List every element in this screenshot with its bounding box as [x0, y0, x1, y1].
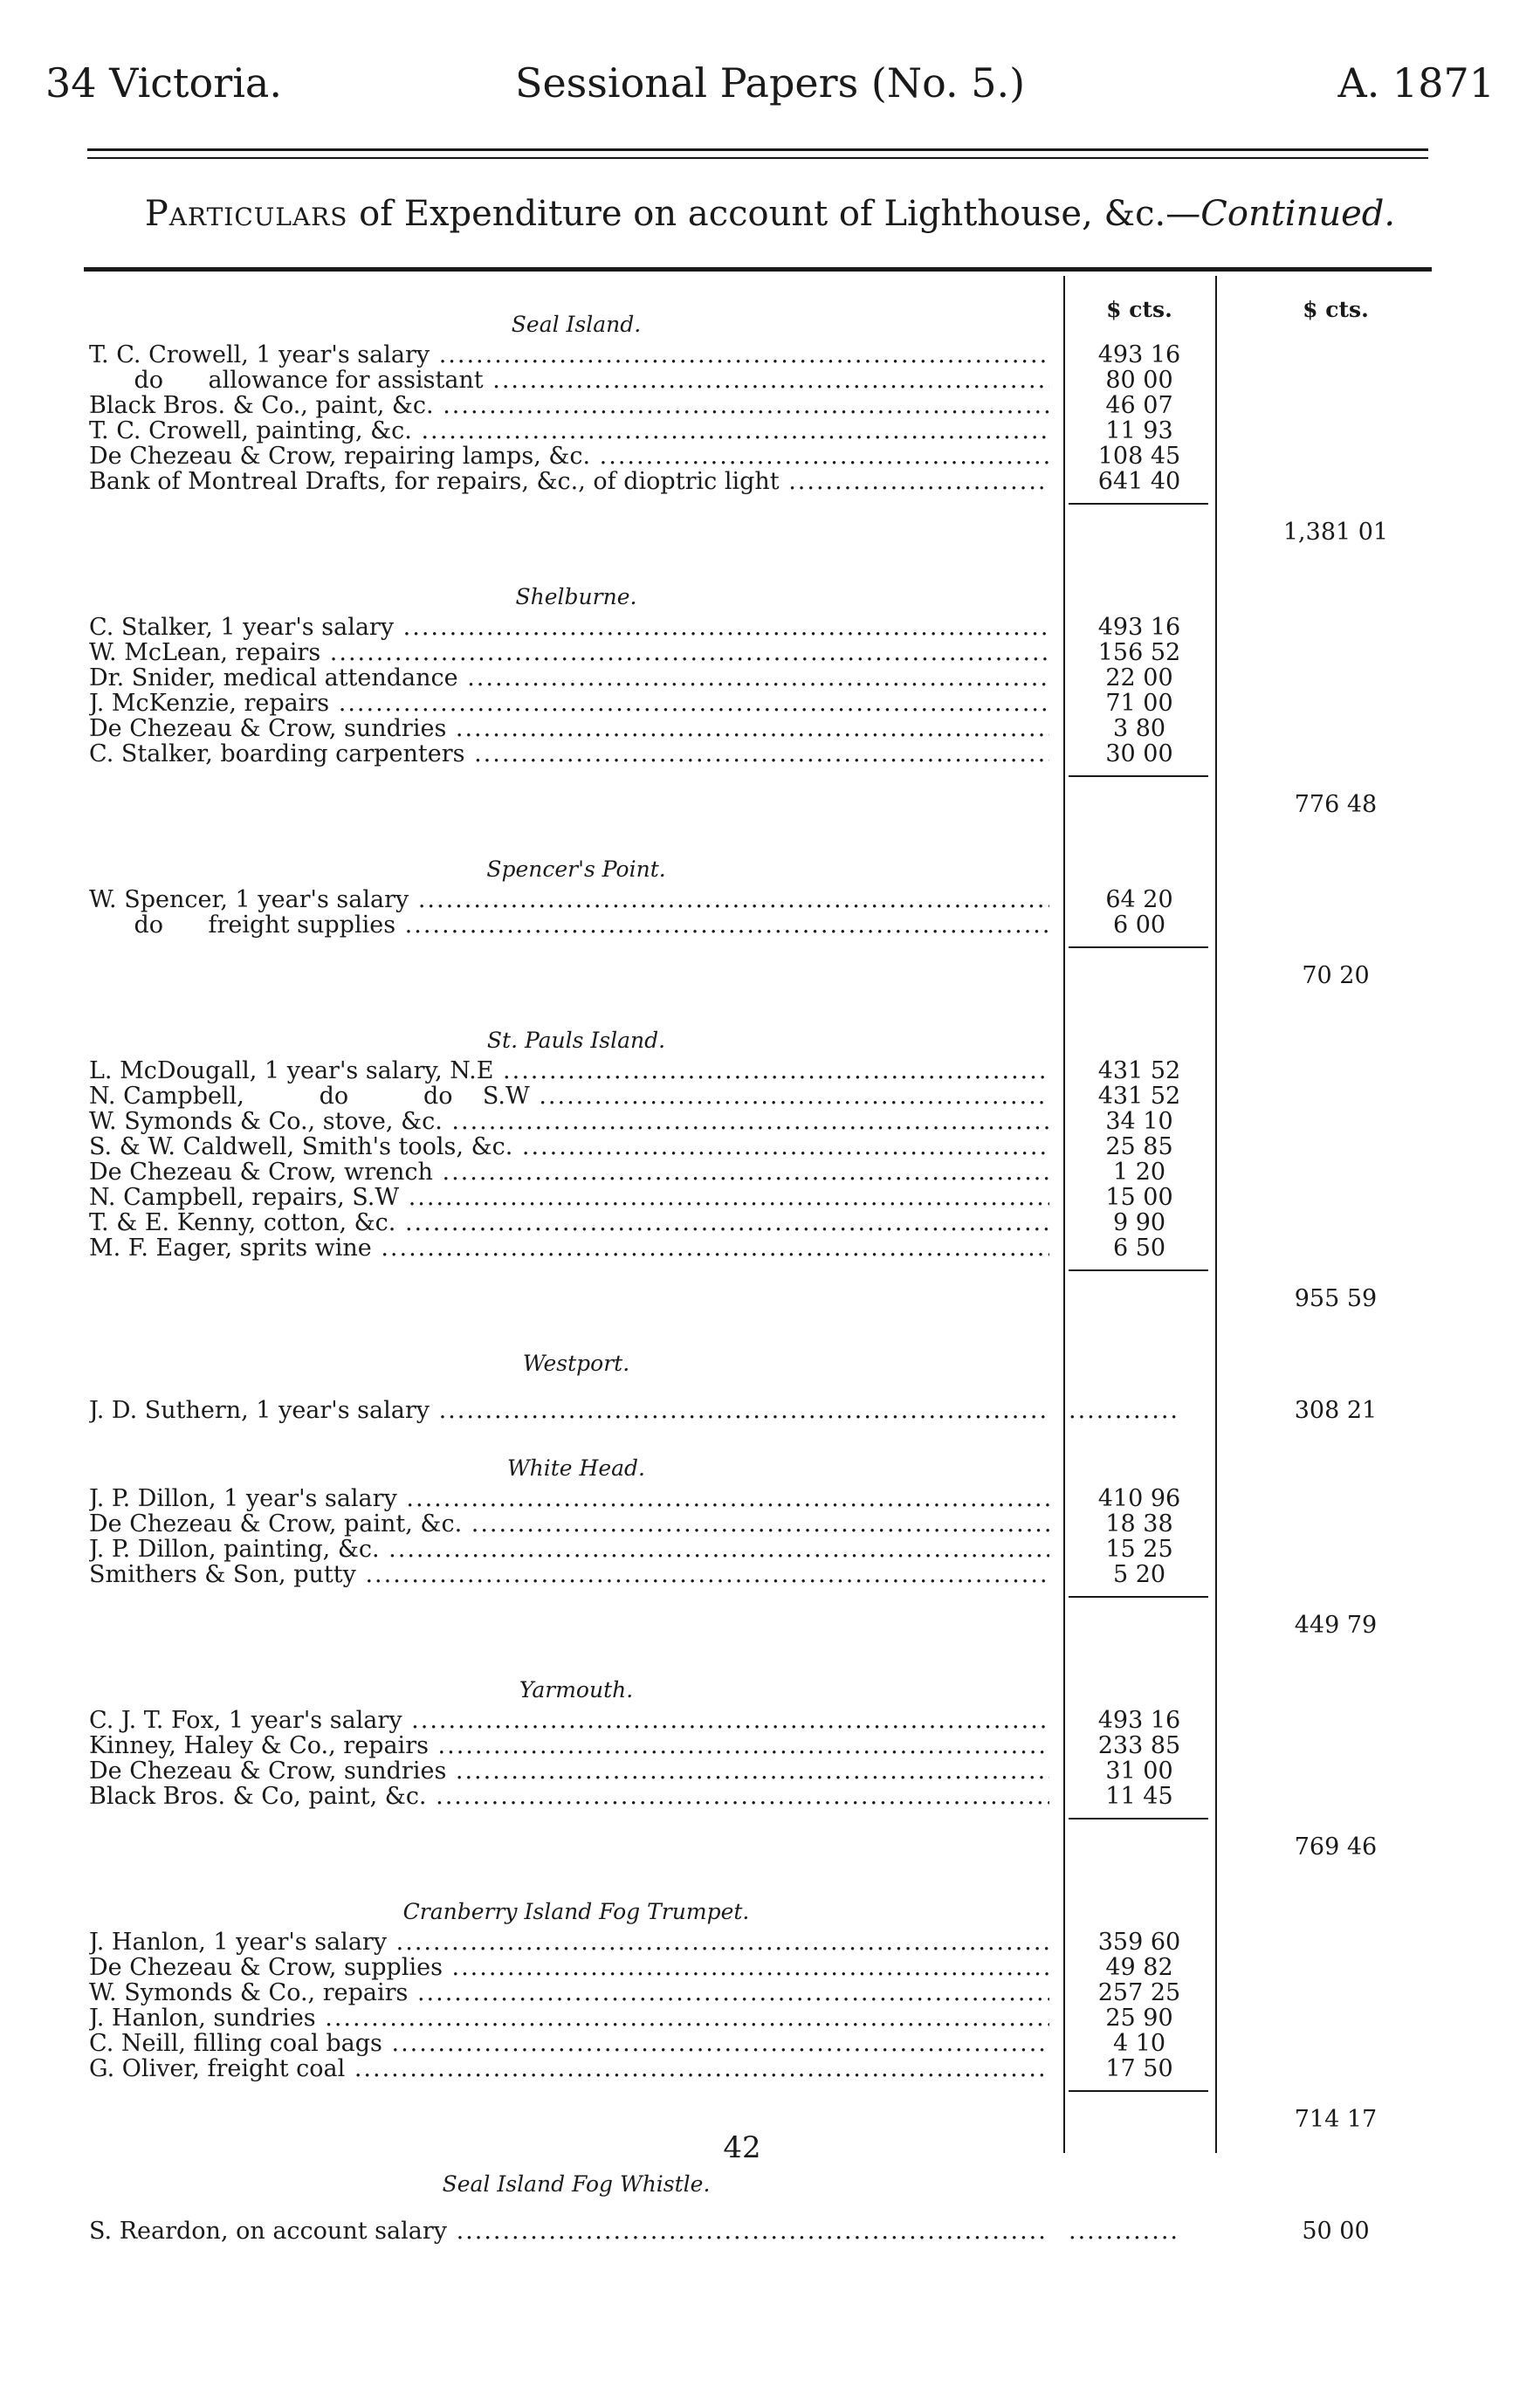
- expense-row: [89, 1784, 1451, 1809]
- expense-amount: 15 25: [1105, 1536, 1173, 1563]
- expense-description: W. McLean, repairs .....: [89, 640, 1049, 665]
- expense-row: [89, 1955, 1451, 1980]
- expense-row: [89, 1210, 1451, 1235]
- section-total: 776 48: [1294, 791, 1378, 818]
- expense-row: [89, 691, 1451, 716]
- expense-row: [89, 1758, 1451, 1784]
- expense-row: [89, 741, 1451, 767]
- expense-amount: 71 00: [1105, 690, 1173, 717]
- expense-description: G. Oliver, freight coal .....: [89, 2056, 1049, 2081]
- expense-amount: 233 85: [1097, 1732, 1181, 1759]
- expense-amount: 156 52: [1097, 639, 1181, 666]
- section-heading: Spencer's Point.: [486, 856, 666, 882]
- section-total-row: [89, 1826, 1451, 1872]
- expense-amount: 6 50: [1112, 1235, 1166, 1262]
- expense-row: [89, 912, 1451, 938]
- expense-row: [89, 1930, 1451, 1955]
- expense-amount: 25 85: [1105, 1133, 1173, 1160]
- section-heading: Westport.: [522, 1351, 630, 1376]
- expense-amount: 80 00: [1105, 367, 1173, 394]
- expense-amount: 31 00: [1105, 1758, 1173, 1785]
- expense-row: [89, 1486, 1451, 1511]
- expense-row: [89, 615, 1451, 640]
- section-total-row: [89, 784, 1451, 829]
- expense-description: S. & W. Caldwell, Smith's tools, &c. .....: [89, 1134, 1049, 1159]
- section-total: 769 46: [1294, 1833, 1378, 1861]
- expense-amount: 34 10: [1105, 1108, 1173, 1135]
- section-spacer: [89, 1650, 1451, 1673]
- amount-leader-dots: ............: [1069, 1397, 1179, 1424]
- expense-description: Kinney, Haley & Co., repairs .....: [89, 1733, 1049, 1758]
- section-spacer: [89, 1001, 1451, 1023]
- expense-amount: 493 16: [1097, 614, 1181, 641]
- expense-row: [89, 716, 1451, 741]
- expense-row: [89, 1109, 1451, 1134]
- title-prefix: Particulars: [144, 194, 348, 234]
- expense-row: [89, 2031, 1451, 2056]
- section-spacer: [89, 1324, 1451, 1346]
- title-rule: [84, 267, 1432, 272]
- expense-amount: 15 00: [1105, 1184, 1173, 1211]
- section-total: 1,381 01: [1282, 519, 1389, 546]
- expense-description: J. Hanlon, 1 year's salary .....: [89, 1930, 1049, 1955]
- header-rule-bottom: [87, 157, 1428, 159]
- section-total: 70 20: [1302, 962, 1370, 989]
- expense-amount: 410 96: [1097, 1485, 1181, 1512]
- table-title: [0, 194, 1540, 234]
- section-heading: White Head.: [506, 1455, 646, 1481]
- expense-description: W. Symonds & Co., repairs .....: [89, 1980, 1049, 2005]
- section-total: 308 21: [1294, 1397, 1378, 1424]
- expense-amount: 46 07: [1105, 392, 1173, 419]
- section-total: 449 79: [1294, 1612, 1378, 1639]
- header-session: 34 Victoria.: [45, 59, 282, 107]
- expense-description: T. & E. Kenny, cotton, &c. .....: [89, 1210, 1049, 1235]
- page-number: 42: [723, 2130, 761, 2165]
- expense-amount: 5 20: [1112, 1561, 1166, 1588]
- expense-row: [89, 1511, 1451, 1537]
- section-heading: St. Pauls Island.: [486, 1028, 666, 1053]
- expense-row: [89, 1159, 1451, 1185]
- expense-description: C. Stalker, 1 year's salary .....: [89, 615, 1049, 640]
- expense-amount: 493 16: [1097, 341, 1181, 368]
- expense-row: [89, 368, 1451, 393]
- header-rule-top: [87, 148, 1428, 151]
- header-publication: Sessional Papers (No. 5.): [514, 59, 1026, 107]
- expense-amount: 11 93: [1105, 417, 1173, 444]
- expense-amount: 431 52: [1097, 1083, 1181, 1110]
- expense-amount: 431 52: [1097, 1057, 1181, 1084]
- expense-row: [89, 1235, 1451, 1261]
- expense-amount: 9 90: [1112, 1209, 1166, 1236]
- section-total-row: [89, 1278, 1451, 1324]
- expense-row: [89, 1708, 1451, 1733]
- expense-row: [89, 1083, 1451, 1109]
- expense-description: Dr. Snider, medical attendance .....: [89, 665, 1049, 691]
- expense-description: C. Stalker, boarding carpenters .....: [89, 741, 1049, 767]
- expense-row: [89, 418, 1451, 444]
- expense-amount: 1 20: [1112, 1159, 1166, 1186]
- expense-row: [89, 887, 1451, 912]
- expense-description: De Chezeau & Crow, sundries .....: [89, 1758, 1049, 1784]
- expense-amount: 108 45: [1097, 443, 1181, 470]
- expense-description: C. J. T. Fox, 1 year's salary .....: [89, 1708, 1049, 1733]
- title-suffix: Continued.: [1200, 194, 1396, 234]
- expense-amount: 17 50: [1105, 2055, 1173, 2082]
- expense-amount: 30 00: [1105, 740, 1173, 767]
- section-heading: Seal Island.: [511, 312, 642, 337]
- header-year: A. 1871: [1337, 59, 1495, 107]
- expense-description: C. Neill, filling coal bags .....: [89, 2031, 1049, 2056]
- expense-description: J. Hanlon, sundries .....: [89, 2005, 1049, 2031]
- expense-row: [89, 1733, 1451, 1758]
- subtotal-rule: [89, 1809, 1451, 1826]
- expense-description: Black Bros. & Co, paint, &c. .....: [89, 1784, 1049, 1809]
- expense-row: [89, 469, 1451, 494]
- expense-description: J. McKenzie, repairs .....: [89, 691, 1049, 716]
- expense-amount: 641 40: [1097, 468, 1181, 495]
- section-heading: Yarmouth.: [519, 1677, 634, 1703]
- expense-row: [89, 1537, 1451, 1562]
- expense-amount: 11 45: [1105, 1783, 1173, 1810]
- expense-amount: 49 82: [1105, 1954, 1173, 1981]
- section-total: 50 00: [1302, 2218, 1370, 2245]
- expense-description: do freight supplies .....: [89, 912, 1049, 938]
- single-entry-row: [89, 2214, 1451, 2249]
- expense-description: De Chezeau & Crow, wrench .....: [89, 1159, 1049, 1185]
- section-total-row: [89, 955, 1451, 1001]
- expense-description: T. C. Crowell, 1 year's salary .....: [89, 342, 1049, 368]
- expense-description: W. Spencer, 1 year's salary .....: [89, 887, 1049, 912]
- expense-amount: 64 20: [1105, 886, 1173, 913]
- expense-description: T. C. Crowell, painting, &c. .....: [89, 418, 1049, 444]
- expense-description: N. Campbell, repairs, S.W .....: [89, 1185, 1049, 1210]
- expense-description: J. D. Suthern, 1 year's salary .....: [89, 1393, 1049, 1428]
- expense-row: [89, 1185, 1451, 1210]
- expense-row: [89, 665, 1451, 691]
- section-spacer: [89, 1428, 1451, 1451]
- section-heading: Cranberry Island Fog Trumpet.: [402, 1899, 750, 1924]
- expense-row: [89, 1058, 1451, 1083]
- expense-amount: 359 60: [1097, 1929, 1181, 1956]
- expense-description: De Chezeau & Crow, repairing lamps, &c. .....: [89, 444, 1049, 469]
- expense-row: [89, 2056, 1451, 2081]
- expense-amount: 6 00: [1112, 911, 1166, 939]
- expense-row: [89, 2005, 1451, 2031]
- section-total: 955 59: [1294, 1285, 1378, 1312]
- subtotal-rule: [89, 767, 1451, 784]
- expense-description: S. Reardon, on account salary .....: [89, 2214, 1049, 2249]
- expense-amount: 3 80: [1112, 715, 1166, 742]
- section-spacer: [89, 557, 1451, 580]
- expense-description: N. Campbell, do do S.W .....: [89, 1083, 1049, 1109]
- section-total-row: [89, 512, 1451, 557]
- expense-amount: 493 16: [1097, 1707, 1181, 1734]
- subtotal-rule: [89, 1587, 1451, 1605]
- expense-amount: 257 25: [1097, 1979, 1181, 2006]
- expense-description: M. F. Eager, sprits wine .....: [89, 1235, 1049, 1261]
- expense-row: [89, 1134, 1451, 1159]
- expense-description: De Chezeau & Crow, paint, &c. .....: [89, 1511, 1049, 1537]
- expense-amount: 18 38: [1105, 1510, 1173, 1537]
- expense-row: [89, 1980, 1451, 2005]
- total-column-header: $ cts.: [1303, 297, 1369, 322]
- expense-description: Bank of Montreal Drafts, for repairs, &c., of dioptric light .....: [89, 469, 1049, 494]
- expense-amount: 4 10: [1112, 2030, 1166, 2057]
- expense-description: De Chezeau & Crow, sundries .....: [89, 716, 1049, 741]
- expense-description: do allowance for assistant .....: [89, 368, 1049, 393]
- expense-row: [89, 640, 1451, 665]
- expense-row: [89, 342, 1451, 368]
- expense-amount: 25 90: [1105, 2005, 1173, 2032]
- expense-description: J. P. Dillon, 1 year's salary .....: [89, 1486, 1049, 1511]
- single-entry-row: [89, 1393, 1451, 1428]
- subtotal-rule: [89, 494, 1451, 512]
- expense-description: W. Symonds & Co., stove, &c. .....: [89, 1109, 1049, 1134]
- section-spacer: [89, 1872, 1451, 1895]
- expense-row: [89, 393, 1451, 418]
- section-total-row: [89, 1605, 1451, 1650]
- expense-amount: 22 00: [1105, 664, 1173, 691]
- section-heading: Shelburne.: [515, 584, 637, 609]
- expense-description: L. McDougall, 1 year's salary, N.E .....: [89, 1058, 1049, 1083]
- amount-column-header: $ cts.: [1106, 297, 1172, 322]
- subtotal-rule: [89, 1261, 1451, 1278]
- expenditure-sections: [89, 307, 1451, 2249]
- expense-row: [89, 444, 1451, 469]
- amount-leader-dots: ............: [1069, 2218, 1179, 2245]
- section-heading: Seal Island Fog Whistle.: [442, 2171, 711, 2197]
- section-spacer: [89, 829, 1451, 852]
- expense-description: Smithers & Son, putty .....: [89, 1562, 1049, 1587]
- expense-description: Black Bros. & Co., paint, &c. .....: [89, 393, 1049, 418]
- expense-description: J. P. Dillon, painting, &c. .....: [89, 1537, 1049, 1562]
- subtotal-rule: [89, 938, 1451, 955]
- expense-row: [89, 1562, 1451, 1587]
- page-header: [45, 59, 1495, 112]
- subtotal-rule: [89, 2081, 1451, 2099]
- section-total: 714 17: [1294, 2106, 1378, 2133]
- title-middle: of Expenditure on account of Lighthouse, &c.—: [347, 194, 1201, 234]
- expense-description: De Chezeau & Crow, supplies .....: [89, 1955, 1049, 1980]
